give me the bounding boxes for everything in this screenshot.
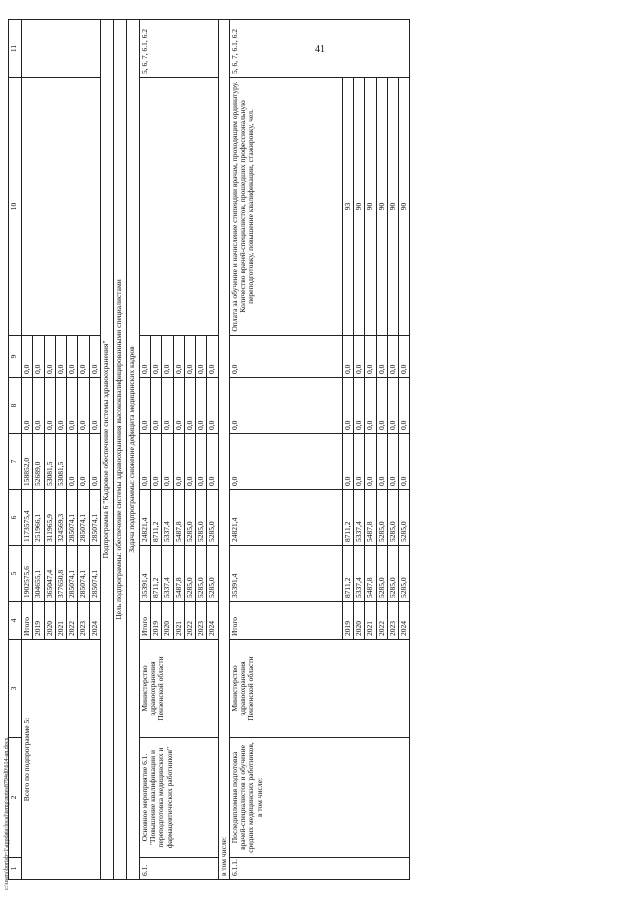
indicator-cell: [22, 78, 101, 336]
year-cell: 2021: [365, 602, 376, 640]
year-cell: 2022: [67, 602, 78, 640]
value-cell: 0,0: [207, 434, 218, 490]
value-cell: 5285,0: [399, 546, 410, 602]
subprogram-title-cell: Подпрограмма 6 "Кадровое обеспечение системы здравоохранения": [100, 20, 113, 880]
value-cell: 0,0: [399, 336, 410, 378]
value-cell: 0,0: [196, 434, 207, 490]
value-cell: 5285,0: [387, 546, 398, 602]
value-cell: 0,0: [151, 378, 162, 434]
value-cell: 8711,2: [342, 490, 353, 546]
col-number: 5: [9, 546, 22, 602]
value-cell: 0,0: [207, 336, 218, 378]
budget-table: [8, 19, 410, 880]
value-cell: 0,0: [78, 378, 89, 434]
value-cell: 5285,0: [184, 546, 195, 602]
value-cell: 53081,5: [55, 434, 66, 490]
year-cell: 2019: [342, 602, 353, 640]
value-cell: 0,0: [139, 378, 150, 434]
year-cell: 2024: [399, 602, 410, 640]
value-cell: 0,0: [89, 434, 100, 490]
value-cell: 8711,2: [342, 546, 353, 602]
value-cell: 0,0: [78, 434, 89, 490]
value-cell: 285074,1: [67, 490, 78, 546]
value-cell: 0,0: [365, 336, 376, 378]
col-number: 9: [9, 336, 22, 378]
value-cell: 0,0: [173, 434, 184, 490]
value-cell: 0,0: [229, 434, 342, 490]
indicator-value-cell: 90: [354, 78, 365, 336]
value-cell: 5285,0: [376, 490, 387, 546]
value-cell: 5487,8: [365, 546, 376, 602]
value-cell: 0,0: [196, 336, 207, 378]
value-cell: 0,0: [354, 434, 365, 490]
value-cell: 8711,2: [151, 546, 162, 602]
value-cell: 0,0: [67, 336, 78, 378]
year-cell: 2023: [196, 602, 207, 640]
value-cell: 5487,8: [365, 490, 376, 546]
indicator-value-cell: 90: [365, 78, 376, 336]
value-cell: 0,0: [387, 336, 398, 378]
indicator-number-cell: 5, 6, 7, 6.1, 6.2: [139, 20, 218, 78]
value-cell: 0,0: [44, 336, 55, 378]
col-number: 8: [9, 378, 22, 434]
value-cell: 5285,0: [207, 490, 218, 546]
value-cell: 53081,5: [44, 434, 55, 490]
value-cell: 0,0: [55, 378, 66, 434]
value-cell: 377650,8: [55, 546, 66, 602]
value-cell: 5285,0: [387, 490, 398, 546]
subprogram-task: [126, 20, 139, 880]
measure-name: Последипломная подготовка врачей-специалистов и обучение средних медицинских работников, в том числе:: [229, 738, 410, 858]
value-cell: 0,0: [387, 378, 398, 434]
year-cell: 2021: [55, 602, 66, 640]
value-cell: 5285,0: [399, 490, 410, 546]
col-number: 2: [9, 738, 22, 858]
column-number-row: [9, 20, 22, 880]
value-cell: 5285,0: [184, 490, 195, 546]
value-cell: 1902575,6: [22, 546, 33, 602]
year-cell: 2020: [162, 602, 173, 640]
rotated-table-container: [8, 20, 583, 880]
value-cell: 0,0: [354, 378, 365, 434]
value-cell: 0,0: [89, 336, 100, 378]
value-cell: 285074,1: [67, 546, 78, 602]
col-number: 11: [9, 20, 22, 78]
value-cell: 0,0: [207, 378, 218, 434]
value-cell: 0,0: [33, 378, 44, 434]
value-cell: 0,0: [151, 336, 162, 378]
page-number: 41: [315, 44, 325, 55]
measure-number: 6.1.: [139, 858, 218, 880]
year-cell: 2020: [44, 602, 55, 640]
year-cell: 2020: [354, 602, 365, 640]
value-cell: 0,0: [196, 378, 207, 434]
indicator-text-cell: Оплата за обучение и начисление стипендии врачам, проходящим ординатуру. Количество врачей-специалистов, прошедших профессиональную переподготовку, повышение квалификации, стажировку, чел.: [229, 78, 342, 336]
subprogram-task-cell: Задача подпрограммы: снижение дефицита медицинских кадров: [126, 20, 139, 880]
value-cell: 24821,4: [139, 490, 150, 546]
value-cell: 0,0: [342, 434, 353, 490]
col-number: 1: [9, 858, 22, 880]
value-cell: 311965,9: [44, 490, 55, 546]
value-cell: 0,0: [365, 434, 376, 490]
value-cell: 5285,0: [196, 490, 207, 546]
value-cell: 35391,4: [229, 546, 342, 602]
value-cell: 251966,1: [33, 490, 44, 546]
value-cell: 8711,2: [151, 490, 162, 546]
value-cell: 0,0: [22, 378, 33, 434]
year-cell: Итого: [22, 602, 33, 640]
total-row: [22, 20, 33, 880]
value-cell: 0,0: [139, 434, 150, 490]
year-cell: Итого: [139, 602, 150, 640]
value-cell: 0,0: [229, 336, 342, 378]
col-number: 6: [9, 490, 22, 546]
value-cell: 5337,4: [162, 546, 173, 602]
value-cell: 0,0: [22, 336, 33, 378]
measure-611-total-row: [229, 20, 342, 880]
year-cell: 2023: [387, 602, 398, 640]
value-cell: 5337,4: [354, 490, 365, 546]
value-cell: 0,0: [376, 434, 387, 490]
total-label-cell: Всего по подпрограмме 5:: [22, 640, 101, 880]
value-cell: 0,0: [67, 434, 78, 490]
value-cell: 0,0: [354, 336, 365, 378]
subprogram-goal: [113, 20, 126, 880]
value-cell: 0,0: [151, 434, 162, 490]
value-cell: 0,0: [162, 378, 173, 434]
value-cell: 5285,0: [207, 546, 218, 602]
indicator-cell: [139, 78, 218, 336]
value-cell: 52689,0: [33, 434, 44, 490]
value-cell: 0,0: [399, 434, 410, 490]
indicator-number-cell: 5, 6, 7, 6.1, 6.2: [229, 20, 410, 78]
value-cell: 1173575,4: [22, 490, 33, 546]
value-cell: 0,0: [184, 378, 195, 434]
value-cell: 0,0: [399, 378, 410, 434]
value-cell: 35391,4: [139, 546, 150, 602]
year-cell: Итого: [229, 602, 342, 640]
col-number: 3: [9, 640, 22, 738]
value-cell: 0,0: [376, 336, 387, 378]
indicator-value-cell: 90: [387, 78, 398, 336]
footer-file-path: c:\users\borisb~1\appdata\local\temp\notes8794d0\614-an.docx: [4, 737, 10, 890]
indicator-number-cell: [22, 20, 101, 78]
value-cell: 0,0: [67, 378, 78, 434]
value-cell: 5285,0: [376, 546, 387, 602]
measure-number: 6.1.1.: [229, 858, 410, 880]
value-cell: 0,0: [55, 336, 66, 378]
value-cell: 24821,4: [229, 490, 342, 546]
value-cell: 5337,4: [354, 546, 365, 602]
value-cell: 0,0: [387, 434, 398, 490]
year-cell: 2022: [376, 602, 387, 640]
year-cell: 2022: [184, 602, 195, 640]
subprogram-title: [100, 20, 113, 880]
value-cell: 0,0: [229, 378, 342, 434]
value-cell: 285074,1: [89, 490, 100, 546]
year-cell: 2019: [151, 602, 162, 640]
value-cell: 285074,1: [89, 546, 100, 602]
value-cell: 0,0: [173, 378, 184, 434]
year-cell: 2023: [78, 602, 89, 640]
value-cell: 0,0: [184, 336, 195, 378]
indicator-value-cell: 90: [399, 78, 410, 336]
measure-61-row: [139, 20, 150, 880]
value-cell: 365047,4: [44, 546, 55, 602]
value-cell: 158852,0: [22, 434, 33, 490]
value-cell: 5285,0: [196, 546, 207, 602]
col-number: 4: [9, 602, 22, 640]
measure-executor: Министерство здравоохранения Пензенской области: [139, 640, 218, 738]
value-cell: 0,0: [162, 336, 173, 378]
measure-executor: Министерство здравоохранения Пензенской области: [229, 640, 410, 738]
value-cell: 0,0: [376, 378, 387, 434]
year-cell: 2024: [89, 602, 100, 640]
value-cell: 0,0: [33, 336, 44, 378]
value-cell: 5337,4: [162, 490, 173, 546]
indicator-value-cell: 93: [342, 78, 353, 336]
year-cell: 2021: [173, 602, 184, 640]
value-cell: 0,0: [162, 434, 173, 490]
value-cell: 0,0: [89, 378, 100, 434]
value-cell: 0,0: [342, 336, 353, 378]
value-cell: 285074,1: [78, 490, 89, 546]
value-cell: 0,0: [365, 378, 376, 434]
col-number: 10: [9, 78, 22, 336]
value-cell: 0,0: [44, 378, 55, 434]
value-cell: 304655,1: [33, 546, 44, 602]
indicator-value-cell: 90: [376, 78, 387, 336]
value-cell: 285074,1: [78, 546, 89, 602]
including-row: [218, 20, 229, 880]
value-cell: 5487,8: [173, 490, 184, 546]
subprogram-goal-cell: Цель подпрограммы: обеспечение системы здравоохранения высококвалифицированными специалистами: [113, 20, 126, 880]
value-cell: 5487,8: [173, 546, 184, 602]
year-cell: 2024: [207, 602, 218, 640]
value-cell: 0,0: [184, 434, 195, 490]
col-number: 7: [9, 434, 22, 490]
including-label: в том числе:: [218, 20, 229, 880]
value-cell: 0,0: [173, 336, 184, 378]
measure-name: Основное мероприятие 6.1. "Повышение квалификации и переподготовка медицинских и фармацевтических работников": [139, 738, 218, 858]
value-cell: 0,0: [139, 336, 150, 378]
value-cell: 0,0: [78, 336, 89, 378]
year-cell: 2019: [33, 602, 44, 640]
value-cell: 0,0: [342, 378, 353, 434]
value-cell: 324569,3: [55, 490, 66, 546]
